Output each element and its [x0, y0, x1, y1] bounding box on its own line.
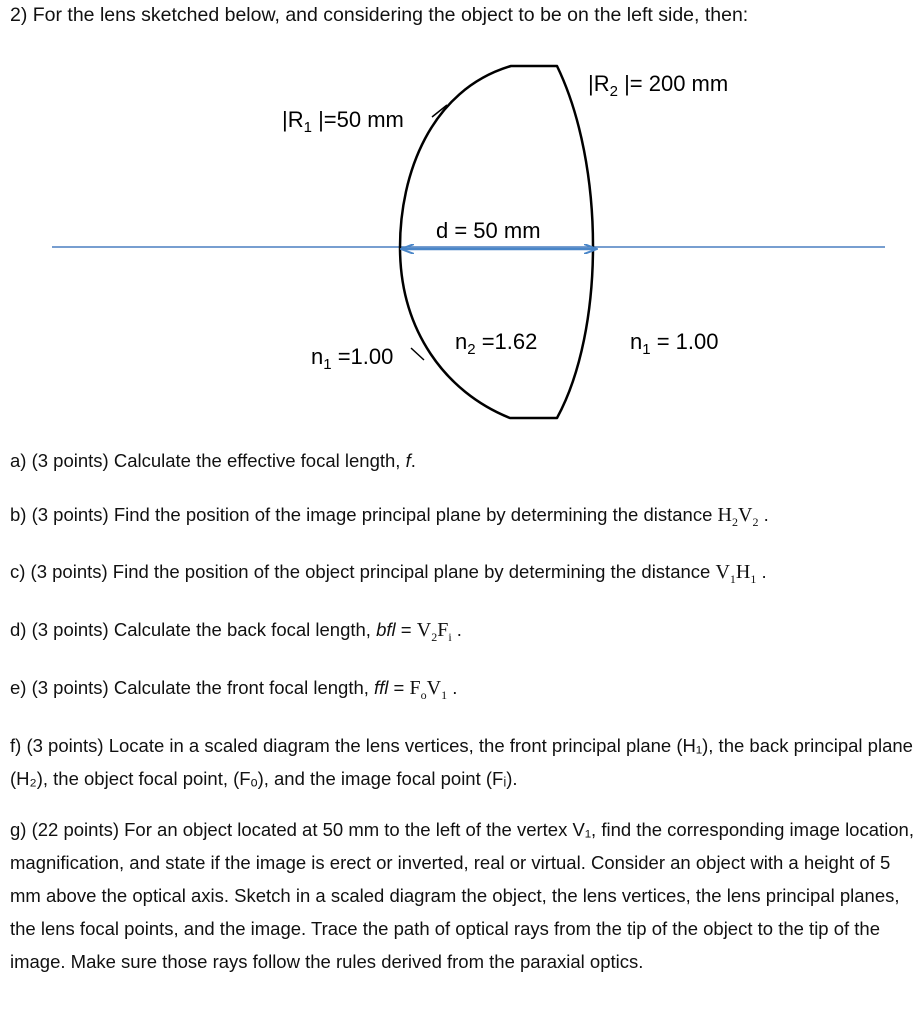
- question-b: b) (3 points) Find the position of the image principal plane by determining the distance $H_2V_2$ .: [10, 504, 769, 529]
- r1-label: $|R_1$ |=50 mm: [282, 107, 404, 136]
- n-left-label: $n_1 =1.00$: [311, 344, 394, 373]
- question-c: c) (3 points) Find the position of the object principal plane by determining the distance $V_1H_1$ .: [10, 561, 767, 586]
- question-d: d) (3 points) Calculate the back focal length, bfl = $V_2F_i$ .: [10, 619, 462, 644]
- question-a: a) (3 points) Calculate the effective focal length, f.: [10, 450, 416, 471]
- thickness-label: d = 50 mm: [436, 218, 541, 243]
- question-e: e) (3 points) Calculate the front focal length, ffl = $F_oV_1$ .: [10, 677, 458, 702]
- n-lens-label: $n_2 =1.62$: [455, 329, 538, 358]
- n-left-leader-line: [411, 348, 424, 360]
- question-g: g) (22 points) For an object located at 50 mm to the left of the vertex V₁, find the corresponding image location, magnification, and state if the image is erect or inverted, real or virtual. Consider an object with a height of 5 mm above the optical axis. Sketch in a scaled diagram the object, the lens vertices, the lens principal planes, the lens focal points, and the image. Trace the path of optical rays from the tip of the object to the tip of the image. Make sure those rays follow the rules derived from the paraxial optics.: [10, 819, 914, 972]
- question-f: f) (3 points) Locate in a scaled diagram the lens vertices, the front principal plane (H₁), the back principal plane (H₂), the object focal point, (Fₒ), and the image focal point (Fᵢ).: [10, 735, 913, 789]
- n-right-label: $n_1 = 1.00$: [630, 329, 719, 358]
- lens-diagram: [0, 0, 924, 440]
- problem-title: 2) For the lens sketched below, and considering the object to be on the left side, then:: [10, 4, 749, 26]
- r2-label: $|R_2$ |= 200 mm: [588, 71, 729, 100]
